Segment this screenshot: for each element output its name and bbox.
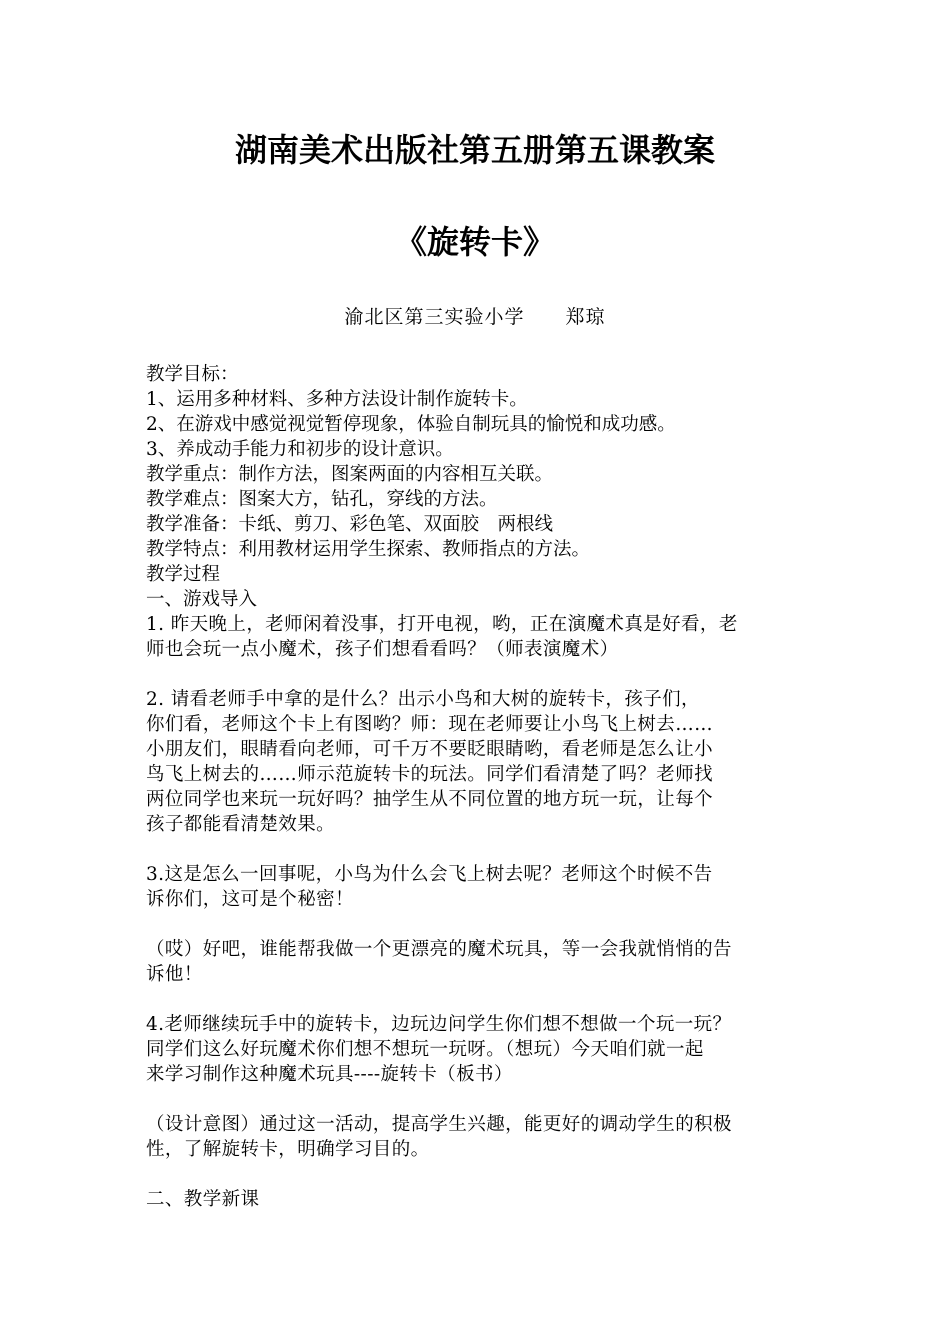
- header-line: 1、运用多种材料、多种方法设计制作旋转卡。: [146, 389, 528, 410]
- section-heading-line: 二、教学新课: [146, 1189, 260, 1210]
- header-line: 3、养成动手能力和初步的设计意识。: [146, 439, 454, 460]
- header-line: 教学重点：制作方法，图案两面的内容相互关联。: [146, 464, 554, 485]
- paragraph-line: 4.老师继续玩手中的旋转卡，边玩边问学生你们想不想做一个玩一玩？: [146, 1014, 732, 1035]
- author-school: 渝北区第三实验小学: [344, 306, 525, 328]
- paragraph-line: 来学习制作这种魔术玩具----旋转卡（板书）: [146, 1064, 513, 1085]
- paragraph-spacer: [146, 912, 812, 937]
- paragraph-line: 师也会玩一点小魔术，孩子们想看看吗？（师表演魔术）: [146, 639, 619, 660]
- header-line: 教学过程: [146, 564, 221, 585]
- paragraph-line: 同学们这么好玩魔术你们想不想玩一玩呀。（想玩）今天咱们就一起: [146, 1039, 704, 1060]
- document-subtitle: 《旋转卡》: [394, 223, 555, 261]
- paragraph-spacer: [146, 662, 812, 687]
- header-line: 教学难点：图案大方，钻孔，穿线的方法。: [146, 489, 498, 510]
- paragraph-line: 小朋友们，眼睛看向老师，可千万不要眨眼睛哟，看老师是怎么让小: [146, 739, 714, 760]
- paragraph-1: [146, 612, 812, 662]
- header-line: 一、游戏导入: [146, 589, 258, 610]
- paragraph-2: [146, 687, 812, 837]
- header-line: 教学准备：卡纸、剪刀、彩色笔、双面胶 两根线: [146, 514, 554, 535]
- paragraph-line: 孩子都能看清楚效果。: [146, 814, 336, 835]
- document-title: 湖南美术出版社第五册第五课教案: [234, 131, 715, 169]
- paragraph-line: 鸟飞上树去的……师示范旋转卡的玩法。同学们看清楚了吗？老师找: [146, 764, 714, 785]
- paragraph-spacer: [146, 1162, 812, 1187]
- header-line: 2、在游戏中感觉视觉暂停现象，体验自制玩具的愉悦和成功感。: [146, 414, 676, 435]
- paragraph-3: [146, 862, 812, 912]
- paragraph-5: [146, 1012, 812, 1087]
- section-heading: [146, 1187, 812, 1212]
- header-line: 教学特点：利用教材运用学生探索、教师指点的方法。: [146, 539, 591, 560]
- lesson-header: [146, 362, 812, 612]
- paragraph-line: 3.这是怎么一回事呢，小鸟为什么会飞上树去呢？老师这个时候不告: [146, 864, 713, 885]
- paragraph-6: [146, 1112, 812, 1162]
- author-name: 郑琼: [565, 306, 606, 328]
- paragraph-line: 2. 请看老师手中拿的是什么？出示小鸟和大树的旋转卡，孩子们，: [146, 689, 700, 710]
- paragraph-spacer: [146, 1087, 812, 1112]
- paragraph-spacer: [146, 987, 812, 1012]
- paragraph-line: 你们看，老师这个卡上有图哟？师：现在老师要让小鸟飞上树去……: [146, 714, 714, 735]
- paragraph-line: 诉他！: [146, 964, 203, 985]
- paragraph-line: 诉你们，这可是个秘密！: [146, 889, 354, 910]
- paragraph-line: 1. 昨天晚上，老师闲着没事，打开电视，哟，正在演魔术真是好看，老: [146, 614, 738, 635]
- paragraph-line: （设计意图）通过这一活动，提高学生兴趣，能更好的调动学生的积极: [146, 1114, 732, 1135]
- paragraph-4: [146, 937, 812, 987]
- document-body: [146, 362, 812, 1212]
- paragraph-line: （哎）好吧，谁能帮我做一个更漂亮的魔术玩具，等一会我就悄悄的告: [146, 939, 732, 960]
- author-line: [0, 304, 950, 330]
- paragraph-line: 性，了解旋转卡，明确学习目的。: [146, 1139, 430, 1160]
- paragraph-spacer: [146, 837, 812, 862]
- paragraph-line: 两位同学也来玩一玩好吗？抽学生从不同位置的地方玩一玩，让每个: [146, 789, 714, 810]
- header-line: 教学目标：: [146, 364, 239, 385]
